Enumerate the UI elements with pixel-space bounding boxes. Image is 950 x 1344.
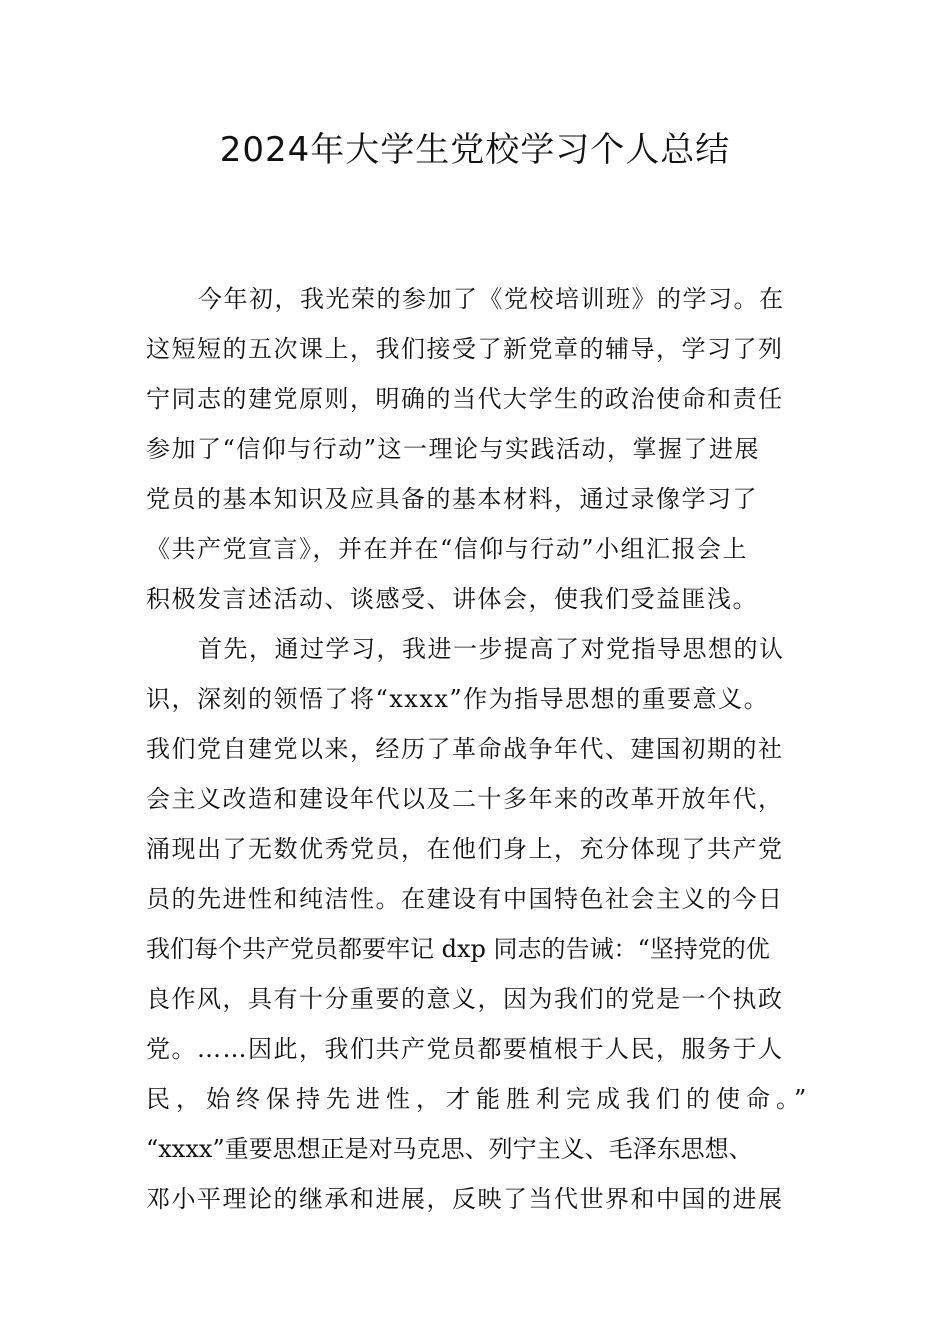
- paragraph-line: 民，始终保持先进性，才能胜利完成我们的使命。”: [146, 1085, 813, 1113]
- document-title: 2024年大学生党校学习个人总结: [219, 130, 731, 170]
- paragraph-line: 党员的基本知识及应具备的基本材料，通过录像学习了: [146, 485, 758, 513]
- paragraph-line: 员的先进性和纯洁性。在建设有中国特色社会主义的今日: [146, 885, 784, 913]
- paragraph-line: 我们每个共产党员都要牢记 dxp 同志的告诫：“坚持党的优: [146, 935, 770, 963]
- paragraph-line: 参加了“信仰与行动”这一理论与实践活动，掌握了进展: [146, 435, 761, 463]
- paragraph-line: 这短短的五次课上，我们接受了新党章的辅导，学习了列: [146, 335, 784, 363]
- document-body: [146, 282, 826, 1232]
- paragraph-line: 邓小平理论的继承和进展，反映了当代世界和中国的进展: [146, 1185, 784, 1213]
- paragraph-line: 《共产党宣言》，并在并在“信仰与行动”小组汇报会上: [146, 535, 749, 563]
- paragraph-line: 今年初，我光荣的参加了《党校培训班》的学习。在: [198, 285, 785, 313]
- paragraph-line: 良作风，具有十分重要的意义，因为我们的党是一个执政: [146, 985, 784, 1013]
- paragraph-line: 识，深刻的领悟了将“xxxx”作为指导思想的重要意义。: [146, 685, 770, 713]
- paragraph-line: 党。……因此，我们共产党员都要植根于人民，服务于人: [146, 1035, 784, 1063]
- paragraph-line: 会主义改造和建设年代以及二十多年来的改革开放年代，: [146, 785, 784, 813]
- paragraph-line: “xxxx”重要思想正是对马克思、列宁主义、毛泽东思想、: [146, 1135, 753, 1163]
- paragraph-line: 宁同志的建党原则，明确的当代大学生的政治使命和责任: [146, 385, 784, 413]
- paragraph-line: 涌现出了无数优秀党员，在他们身上，充分体现了共产党: [146, 835, 784, 863]
- paragraph-line: 我们党自建党以来，经历了革命战争年代、建国初期的社: [146, 735, 784, 763]
- paragraph-line: 首先，通过学习，我进一步提高了对党指导思想的认: [198, 635, 785, 663]
- paragraph-line: 积极发言述活动、谈感受、讲体会，使我们受益匪浅。: [146, 585, 758, 613]
